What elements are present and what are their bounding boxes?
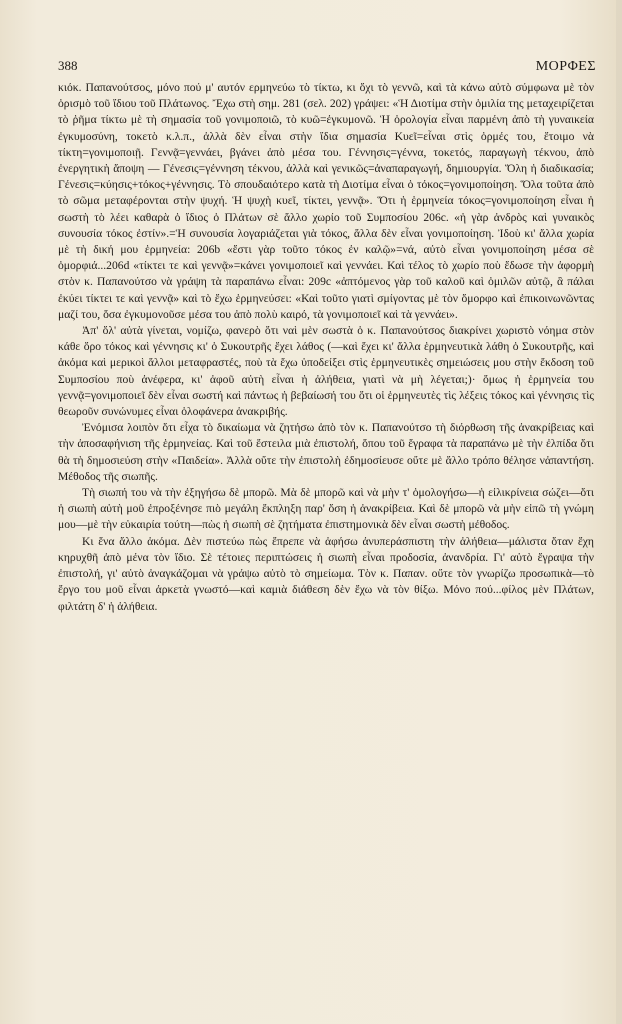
- page-number: 388: [58, 58, 78, 73]
- page-edge: [616, 0, 622, 1024]
- paragraph: Ἀπ' ὅλ' αὐτὰ γίνεται, νομίζω, φανερὸ ὅτι ναὶ μὲν σωστὰ ὁ κ. Παπανούτσος διακρίνει χωριστὸ νόημα στὸν κάθε ὅρο τόκος καὶ γέννησις κι' ὁ Συκουτρῆς ἔχει λάθος (—καὶ ἔχει κι' ἄλλα ἑρμηνευτικὰ λάθη ὁ Συκουτρῆς, καὶ ἀκόμα καὶ μερικοὶ ἄλλοι μεταφραστές, ποὺ τὰ ἔχω ὑποδείξει στὶς ἑρμηνευτικὲς σημειώσεις μου στὴν ἔκδοση τοῦ Συμποσίου ποὺ ἀνέφερα, κι' ἀφοῦ αὐτὴ εἶναι ἡ ἀλήθεια, γιατὶ νὰ μὴ λέγεται;)· ὅμως ἡ ἑρμηνεία του γεννᾷ=γονιμοποιεῖ δὲν εἶναι σωστή καὶ πάντως ἡ βεβαίωσή του ὅτι οἱ ἑρμηνευτὲς τὶς λέξεις τόκος καὶ γέννησις τὶς θεωροῦν συνώνυμες εἶναι ὁλοφάνερα ἀνακριβής.: [58, 324, 594, 419]
- body-text: [58, 80, 594, 615]
- page-header: [58, 58, 596, 75]
- paragraph: κιόκ. Παπανούτσος, μόνο πού μ' αυτόν ερμηνεύω τὸ τίκτω, κι ὄχι τὸ γεννῶ, καὶ τὰ κάνω αὐτὸ σύμφωνα μὲ τὸν ὁρισμὸ τοῦ ἴδιου τοῦ Πλάτωνος. Ἔχω στὴ σημ. 281 (σελ. 202) γράψει: «Ἡ Διοτίμα στὴν ὁμιλία της μεταχειρίζεται τὸ ῥῆμα τίκτω μὲ τὴ σημασία τοῦ γονιμοποιῶ, τὸ κυῶ=ἐγκυμονῶ. Ἡ ὁρολογία εἶναι παρμένη ἀπὸ τὴ γυναικεία ἐγκυμοσύνη, τοκετὸ κ.λ.π., ἀλλὰ δὲν εἶναι στὴν ἴδια σημασία Κυεῖ=εἶναι στὶς ὁρμές του, ἕτοιμο νὰ τίκτη=γονιμοποιῇ. Γεννᾷ=γεννάει, βγάνει ἀπὸ μέσα του. Γέννησις=γέννα, τοκετός, παραγωγὴ τέκνου, ἀπὸ ἐνεργητικὴ ἄποψη — Γένεσις=γέννηση τέκνου, ἀλλὰ καὶ γενικῶς=ἀναπαραγωγή, δημιουργία. Ὅλη ἡ διαδικασία; Γένεσις=κύησις+τόκος+γέννησις. Τὸ σπουδαιότερο κατὰ τὴ Διοτίμα εἶναι ὁ τόκος=γονιμοποίηση. Ὅλα τοῦτα ἀπὸ τὸ σῶμα μεταφέρονται στὴν ψυχή. Ἡ ψυχὴ κυεῖ, τίκτει, γεννᾷ». Ὅτι ἡ ἑρμηνεία τόκος=γονιμοποίηση εἶναι ἡ σωστὴ τὸ λέει καθαρὰ ὁ ἴδιος ὁ Πλάτων σὲ ἄλλο χωρίο τοῦ Συμποσίου 206c. «ἡ γὰρ ἀνδρὸς καὶ γυναικὸς συνουσία τόκος ἐστίν».=Ἡ συνουσία λογαριάζεται γιὰ τόκος, ἄλλα δὲν εἶναι γονιμοποίηση. Ἰδοὺ κι' ἄλλα χωρία μὲ τὴ δική μου ἑρμηνεία: 206b «ἔστι γὰρ τοῦτο τόκος ἐν καλῷ»=νά, αὐτὸ εἶναι γονιμοποίηση μέσα σὲ ὁμορφιά...206d «τίκτει τε καὶ γεννᾷ»=κάνει γονιμοποιεῖ καὶ γεννάει. Καὶ τέλος τὸ χωρίο ποὺ ἔδωσε τὴν ἀφορμὴ στὸν κ. Παπανούτσο νὰ γράψη τὰ παραπάνω εἶναι: 209c «ἁπτόμενος γὰρ τοῦ καλοῦ καὶ ὁμιλῶν αὐτῷ, ἃ πάλαι ἐκύει τίκτει τε καὶ γεννᾷ» καὶ τὸ ἔχω ἑρμηνεύσει: «Καὶ τοῦτο γιατὶ σμίγοντας μὲ τὸν ὄμορφο καὶ ἐπικοινωνῶντας μαζί του, ὅσα ἐγκυμονοῦσε μέσα του ἀπὸ πολὺ καιρό, τὰ γονιμοποιεῖ καὶ τὰ γεννάει».: [58, 81, 594, 321]
- paragraph: Κι ἕνα ἄλλο ἀκόμα. Δὲν πιστεύω πὼς ἔπρεπε νὰ ἀφήσω ἀνυπεράσπιστη τὴν ἀλήθεια—μάλιστα ὅταν ἔχη κηρυχθῆ ἀπὸ μένα τὸν ἴδιο. Σὲ τέτοιες περιπτώσεις ἡ σιωπὴ εἶναι προδοσία, ἀνανδρία. Γι' αὐτὸ ἔγραψα τὴν ἐπιστολή, γι' αὐτὸ ἀναγκάζομαι νὰ γράψω αὐτὸ τὸ σημείωμα. Τὸν κ. Παπαν. οὔτε τὸν γνωρίζω προσωπικὰ—τὸ ἔργο του μοῦ εἶναι ἀρκετὰ γνωστό—καὶ καμιὰ διάθεση δὲν ἔχω νὰ τὸν θίξω. Μόνο πού...φίλος μὲν Πλάτων, φιλτάτη δ' ἡ ἀλήθεια.: [58, 534, 594, 613]
- running-title: ΜΟΡΦΕΣ: [535, 59, 596, 74]
- paragraph: Ἐνόμισα λοιπὸν ὅτι εἶχα τὸ δικαίωμα νὰ ζητήσω ἀπὸ τὸν κ. Παπανούτσο τὴ διόρθωση τῆς ἀνακρίβειας καὶ τὴν ἀποσαφήνιση τῆς ἑρμηνείας. Καὶ τοῦ ἔστειλα μιὰ ἐπιστολή, ὅπου τοῦ ἔγραφα τὰ παραπάνω μὲ τὴν ἐλπίδα ὅτι θὰ τὴ δημοσιεύση στὴν «Παιδεία». Ἀλλὰ οὔτε τὴν ἐπιστολὴ ἐδημοσίευσε οὔτε μὲ ἄλλο τρόπο θέλησε νἀπαντήση. Μέθοδος τῆς σιωπῆς.: [58, 421, 594, 483]
- paragraph: Τὴ σιωπή του νὰ τὴν ἐξηγήσω δὲ μπορῶ. Μὰ δὲ μπορῶ καὶ νὰ μὴν τ' ὁμολογήσω—ἡ εἰλικρίνεια σώζει—ὅτι ἡ σιωπὴ αὐτὴ μοῦ ἐπροξένησε πιὸ μεγάλη ἔκπληξη παρ' ὅση ἡ ἀνακρίβεια. Καὶ δὲ μπορῶ νὰ μὴν εἰπῶ τὴ γνώμη μου—μὲ τὴν εὐκαιρία τούτη—πὼς ἡ σιωπὴ σὲ ζητήματα ἐπιστημονικὰ δὲν εἶναι σωστὴ μέθοδος.: [58, 486, 594, 532]
